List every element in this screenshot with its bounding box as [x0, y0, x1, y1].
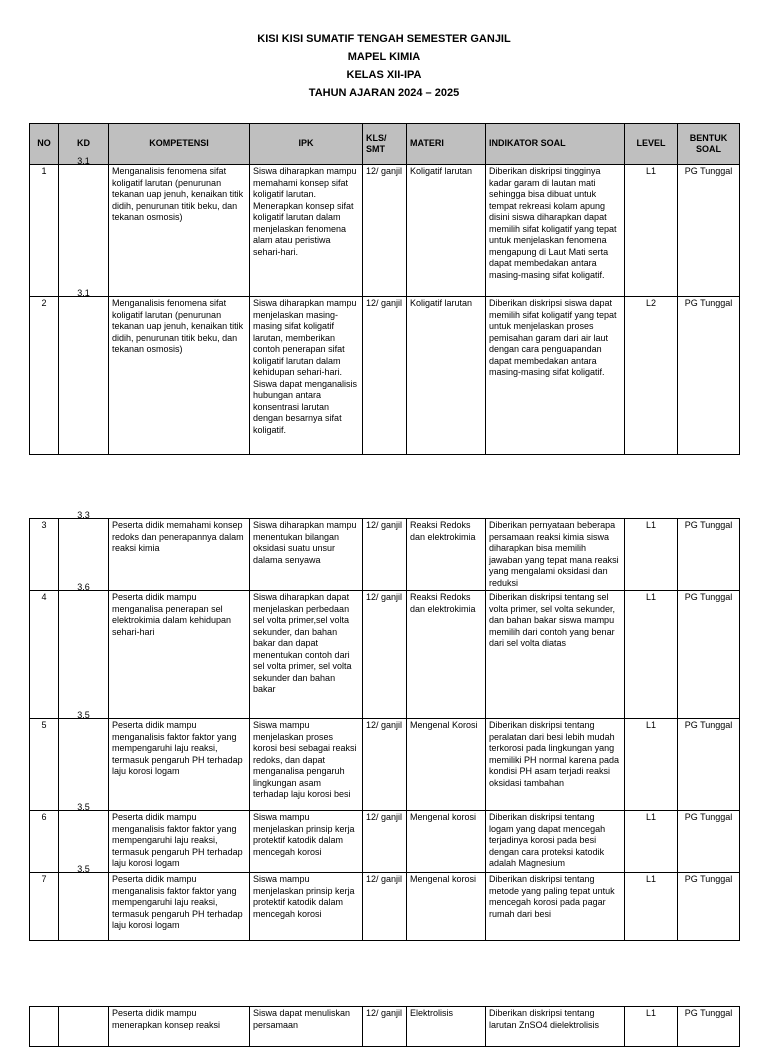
- kompetensi-cell: Menganalisis fenomena sifat koligatif larutan (penurunan tekanan uap jenuh, kenaikan titik didih, penurunan titik beku, dan tekanan osmosis): [109, 165, 250, 297]
- kd-code: [59, 156, 109, 297]
- kd-value: 3.5: [77, 864, 90, 874]
- kd-code: [59, 288, 109, 455]
- kompetensi-cell: Peserta didik mampu menganalisis faktor faktor yang mempengaruhi laju reaksi, termasuk pengaruh PH terhadap laju korosi logam: [109, 873, 250, 941]
- ipk-cell: Siswa diharapkan dapat menjelaskan perbedaan sel volta primer,sel volta sekunder, dan bahan bakar dan dapat menentukan contoh dari sel volta primer, sel volta sekunder dan bahan bakar: [250, 591, 363, 719]
- document-title: [0, 30, 768, 102]
- level-cell: L1: [625, 1007, 678, 1047]
- title-line-3: KELAS XII-IPA: [346, 69, 422, 81]
- level-cell: L1: [625, 873, 678, 941]
- header-bentuk-soal: BENTUK SOAL: [678, 124, 740, 165]
- kd-code: [59, 1007, 109, 1047]
- indikator-cell: Diberikan diskripsi tentang logam yang dapat mencegah terjadinya korosi pada besi dengan cara proteksi katodik adalah Magnesium: [486, 811, 625, 873]
- indikator-cell: Diberikan diskripsi tentang peralatan dari besi lebih mudah terkorosi pada lingkungan yang memiliki PH normal karena pada kondisi PH asam terjadi reaksi oksidasi tambahan: [486, 719, 625, 811]
- kd-value: 3.1: [77, 156, 90, 166]
- kls-smt-cell: 12/ ganjil: [363, 591, 407, 719]
- kls-smt-cell: 12/ ganjil: [363, 519, 407, 591]
- row-number: 1: [30, 165, 59, 297]
- header-indikator: INDIKATOR SOAL: [486, 124, 625, 165]
- kd-value: 3.1: [77, 288, 90, 298]
- row-number: 4: [30, 591, 59, 719]
- header-kd: KD: [59, 124, 109, 165]
- materi-cell: Mengenal Korosi: [407, 719, 486, 811]
- kisi-table-page-1: [29, 123, 740, 455]
- kisi-table-page-2: [29, 510, 740, 941]
- kls-smt-cell: 12/ ganjil: [363, 811, 407, 873]
- ipk-cell: Siswa diharapkan mampu memahami konsep sifat koligatif larutan. Menerapkan konsep sifat koligatif larutan dalam menjelaskan fenomena alam atau peristiwa sehari-hari.: [250, 165, 363, 297]
- row-number: 2: [30, 297, 59, 455]
- kd-code: [59, 864, 109, 941]
- kls-smt-cell: 12/ ganjil: [363, 719, 407, 811]
- kd-value: 3.6: [77, 582, 90, 592]
- table-row: [30, 297, 740, 455]
- kompetensi-cell: Peserta didik mampu menganalisa penerapan sel elektrokimia dalam kehidupan sehari-hari: [109, 591, 250, 719]
- kd-code: [59, 510, 109, 591]
- header-no: NO: [30, 124, 59, 165]
- kd-code: [59, 710, 109, 811]
- table-row: [30, 165, 740, 297]
- kls-smt-cell: 12/ ganjil: [363, 165, 407, 297]
- kls-smt-cell: 12/ ganjil: [363, 297, 407, 455]
- kd-code: [59, 582, 109, 719]
- kd-value: 3.5: [77, 710, 90, 720]
- indikator-cell: Diberikan pernyataan beberapa persamaan reaksi kimia siswa diharapkan bisa memilih jawaban yang tepat mana reaksi yang mengalami oksidasi dan reduksi: [486, 519, 625, 591]
- table-row: [30, 719, 740, 811]
- level-cell: L1: [625, 165, 678, 297]
- materi-cell: Mengenal korosi: [407, 811, 486, 873]
- indikator-cell: Diberikan diskripsi tentang larutan ZnSO4 dielektrolisis: [486, 1007, 625, 1047]
- kd-value: 3.3: [77, 510, 90, 520]
- ipk-cell: Siswa diharapkan mampu menjelaskan masing-masing sifat koligatif larutan, memberikan contoh penerapan sifat koligatif larutan dalam kehidupan sehari-hari. Siswa dapat menganalisis hubungan antara konsentrasi larutan dengan besarnya sifat koligatif.: [250, 297, 363, 455]
- kompetensi-cell: Peserta didik mampu menganalisis faktor faktor yang mempengaruhi laju reaksi, termasuk pengaruh PH terhadap laju korosi logam: [109, 811, 250, 873]
- table-header-row: [30, 124, 740, 165]
- bentuk-soal-cell: PG Tunggal: [678, 519, 740, 591]
- table-row: [30, 811, 740, 873]
- ipk-cell: Siswa mampu menjelaskan prinsip kerja protektif katodik dalam mencegah korosi: [250, 811, 363, 873]
- row-number: 5: [30, 719, 59, 811]
- kls-smt-cell: 12/ ganjil: [363, 873, 407, 941]
- kd-value: 3.5: [77, 802, 90, 812]
- row-number: 3: [30, 519, 59, 591]
- indikator-cell: Diberikan diskripsi tingginya kadar garam di lautan mati sehingga bisa dibuat untuk tempat rekreasi kolam apung disini siswa diharapkan dapat memilih sifat koligatif yang tepat untuk menjelaskan fenomena mengapung di Laut Mati serta dapat membedakan antara masing-masing sifat koligatif.: [486, 165, 625, 297]
- kompetensi-cell: Peserta didik mampu menerapkan konsep reaksi: [109, 1007, 250, 1047]
- bentuk-soal-cell: PG Tunggal: [678, 297, 740, 455]
- table-row: [30, 873, 740, 941]
- materi-cell: Elektrolisis: [407, 1007, 486, 1047]
- materi-cell: Reaksi Redoks dan elektrokimia: [407, 591, 486, 719]
- kompetensi-cell: Menganalisis fenomena sifat koligatif larutan (penurunan tekanan uap jenuh, kenaikan titik didih, penurunan titik beku, dan tekanan osmosis): [109, 297, 250, 455]
- materi-cell: Mengenal korosi: [407, 873, 486, 941]
- indikator-cell: Diberikan diskripsi tentang metode yang paling tepat untuk mencegah korosi pada pagar rumah dari besi: [486, 873, 625, 941]
- header-materi: MATERI: [407, 124, 486, 165]
- header-kls-smt: KLS/ SMT: [363, 124, 407, 165]
- bentuk-soal-cell: PG Tunggal: [678, 719, 740, 811]
- title-line-2: MAPEL KIMIA: [347, 51, 421, 63]
- header-level: LEVEL: [625, 124, 678, 165]
- level-cell: L1: [625, 811, 678, 873]
- header-ipk: IPK: [250, 124, 363, 165]
- level-cell: L1: [625, 591, 678, 719]
- row-number: 7: [30, 873, 59, 941]
- table-row: [30, 1007, 740, 1047]
- bentuk-soal-cell: PG Tunggal: [678, 873, 740, 941]
- kls-smt-cell: 12/ ganjil: [363, 1007, 407, 1047]
- row-number: [30, 1007, 59, 1047]
- ipk-cell: Siswa diharapkan mampu menentukan bilangan oksidasi suatu unsur dalama senyawa: [250, 519, 363, 591]
- row-number: 6: [30, 811, 59, 873]
- indikator-cell: Diberikan diskripsi siswa dapat memilih sifat koligatif yang tepat untuk menjelaskan proses pemisahan garam dari air laut dengan cara penguapandan dapat membedakan antara masing-masing sifat koligatif.: [486, 297, 625, 455]
- materi-cell: Koligatif larutan: [407, 297, 486, 455]
- kompetensi-cell: Peserta didik mampu menganalisis faktor faktor yang mempengaruhi laju reaksi, termasuk pengaruh PH terhadap laju korosi logam: [109, 719, 250, 811]
- level-cell: L1: [625, 719, 678, 811]
- ipk-cell: Siswa dapat menuliskan persamaan: [250, 1007, 363, 1047]
- indikator-cell: Diberikan diskripsi tentang sel volta primer, sel volta sekunder, dan bahan bakar siswa mampu memilih dari contoh yang benar dari sel volta diatas: [486, 591, 625, 719]
- header-kompetensi: KOMPETENSI: [109, 124, 250, 165]
- kisi-table-page-3: [29, 1006, 740, 1047]
- table-row: [30, 591, 740, 719]
- title-line-1: KISI KISI SUMATIF TENGAH SEMESTER GANJIL: [257, 33, 511, 45]
- bentuk-soal-cell: PG Tunggal: [678, 165, 740, 297]
- bentuk-soal-cell: PG Tunggal: [678, 1007, 740, 1047]
- title-line-4: TAHUN AJARAN 2024 – 2025: [308, 87, 460, 99]
- materi-cell: Koligatif larutan: [407, 165, 486, 297]
- kompetensi-cell: Peserta didik memahami konsep redoks dan penerapannya dalam reaksi kimia: [109, 519, 250, 591]
- level-cell: L2: [625, 297, 678, 455]
- table-row: [30, 519, 740, 591]
- ipk-cell: Siswa mampu menjelaskan prinsip kerja protektif katodik dalam mencegah korosi: [250, 873, 363, 941]
- level-cell: L1: [625, 519, 678, 591]
- ipk-cell: Siswa mampu menjelaskan proses korosi besi sebagai reaksi redoks, dan dapat menganalisa pengaruh lingkungan asam terhadap laju korosi besi: [250, 719, 363, 811]
- bentuk-soal-cell: PG Tunggal: [678, 811, 740, 873]
- bentuk-soal-cell: PG Tunggal: [678, 591, 740, 719]
- materi-cell: Reaksi Redoks dan elektrokimia: [407, 519, 486, 591]
